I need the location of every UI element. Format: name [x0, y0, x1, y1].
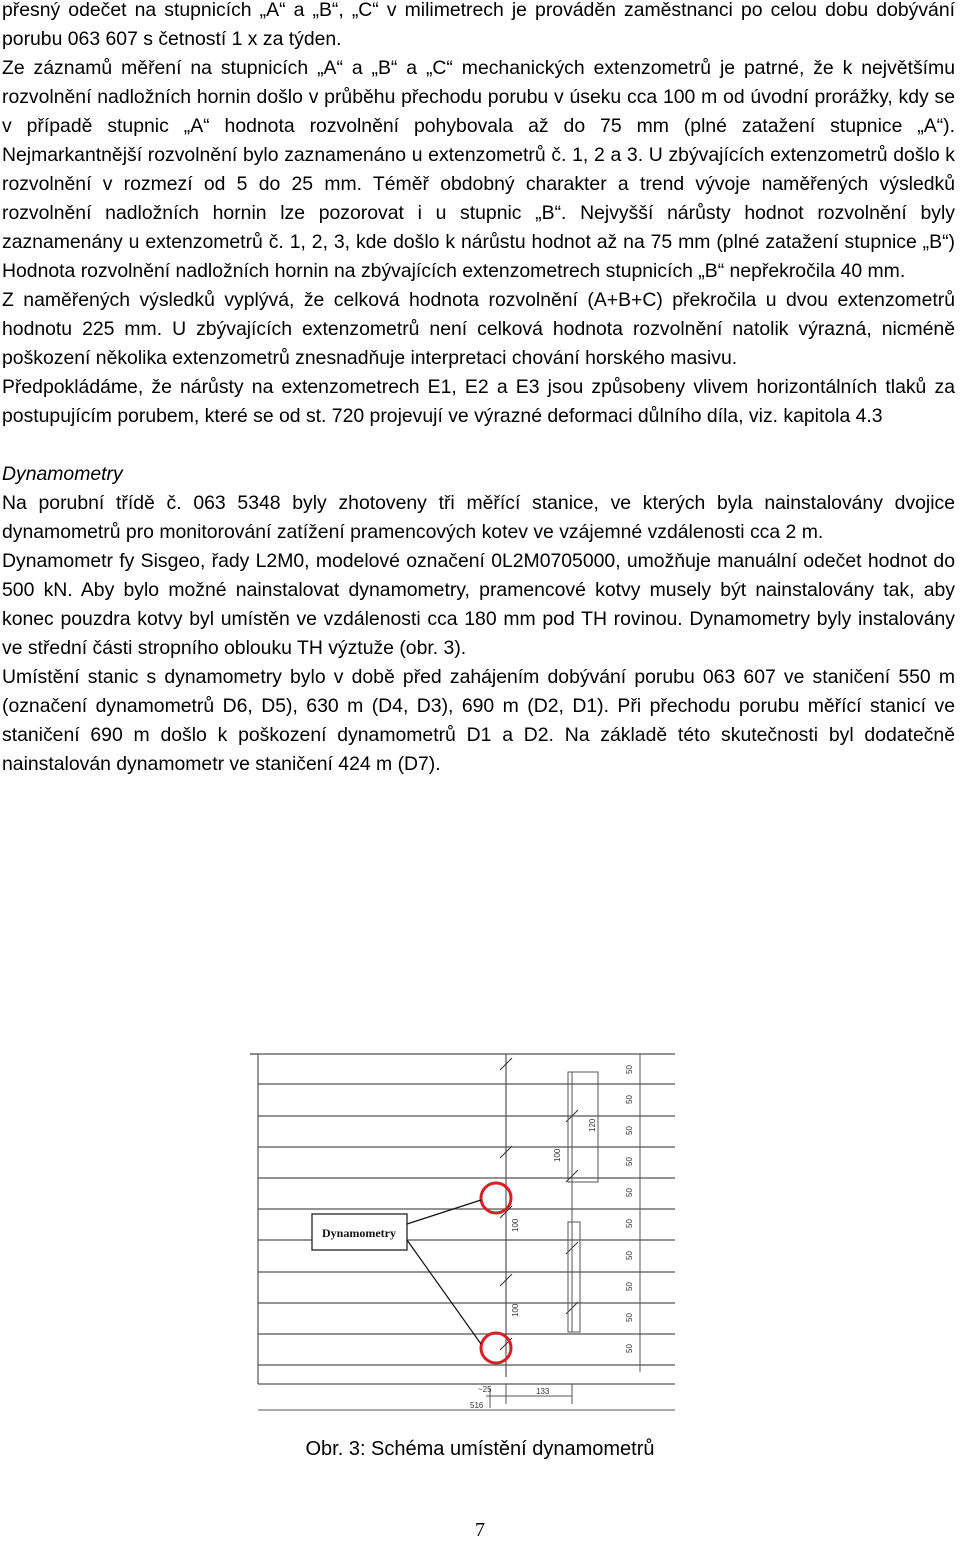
dim-right-8: 50 — [625, 1282, 634, 1291]
dim-100-c: 100 — [511, 1303, 520, 1317]
dim-25: ~25 — [478, 1385, 492, 1394]
paragraph-4: Předpokládáme, že nárůsty na extenzometrech E1, E2 a E3 jsou způsobeny vlivem horizontálních tlaků za postupujícím porubem, které se od st. 720 projevují ve výrazné deformaci důlního díla, viz. kapitola 4.3 — [2, 376, 955, 427]
dim-right-6: 50 — [625, 1219, 634, 1228]
paragraph-7: Umístění stanic s dynamometry bylo v době před zahájením dobývání porubu 063 607 ve staničení 550 m (označení dynamometrů D6, D5), 630 m (D4, D3), 690 m (D2, D1). Při přechodu porubu měřící stanicí ve staničení 690 m došlo k poškození dynamometrů D1 a D2. Na základě této skutečnosti byl dodatečně nainstalován dynamometr ve staničení 424 m (D7). — [2, 666, 955, 775]
section-heading: Dynamometry — [2, 463, 123, 485]
page-number: 7 — [475, 1519, 485, 1541]
dynamometer-schema-figure — [250, 1032, 675, 1420]
dim-516: 516 — [470, 1401, 484, 1410]
dim-right-1: 50 — [625, 1065, 634, 1074]
dim-right-5: 50 — [625, 1188, 634, 1197]
dim-right-2: 50 — [625, 1095, 634, 1104]
label-arrow-lower — [407, 1240, 481, 1344]
anchor-box-lower — [568, 1222, 580, 1332]
dim-right-7: 50 — [625, 1251, 634, 1260]
caption-text: Obr. 3: Schéma umístění dynamometrů — [305, 1438, 655, 1460]
dynamometry-label: Dynamometry — [322, 1226, 396, 1240]
label-arrow-upper — [407, 1200, 481, 1224]
body-text — [2, 0, 955, 779]
paragraph-1: přesný odečet na stupnicích „A“ a „B“, „C“ v milimetrech je prováděn zaměstnanci po celou dobu dobývání porubu 063 607 s četností 1 x za týden. — [2, 0, 955, 50]
dim-right-10: 50 — [625, 1344, 634, 1353]
dim-133: 133 — [536, 1387, 550, 1396]
dim-right-3: 50 — [625, 1126, 634, 1135]
figure-caption — [0, 1438, 960, 1461]
paragraph-3: Z naměřených výsledků vyplývá, že celková hodnota rozvolnění (A+B+C) překročila u dvou extenzometrů hodnotu 225 mm. U zbývajících extenzometrů není celková hodnota rozvolnění natolik výrazná, nicméně poškození několika extenzometrů znesnadňuje interpretaci chování horského masivu. — [2, 289, 955, 369]
dim-100-a: 100 — [553, 1148, 562, 1162]
dim-100-b: 100 — [511, 1218, 520, 1232]
paragraph-5: Na porubní třídě č. 063 5348 byly zhotoveny tři měřící stanice, ve kterých byla nainstalovány dvojice dynamometrů pro monitorování zatížení pramencových kotev ve vzájemné vzdálenosti cca 2 m. — [2, 492, 955, 543]
dim-right-4: 50 — [625, 1157, 634, 1166]
paragraph-6: Dynamometr fy Sisgeo, řady L2M0, modelové označení 0L2M0705000, umožňuje manuální odečet hodnot do 500 kN. Aby bylo možné nainstalovat dynamometry, pramencové kotvy musely být nainstalovány tak, aby konec pouzdra kotvy byl umístěn ve vzdálenosti cca 180 mm pod TH rovinou. Dynamometry byly instalovány ve střední části stropního oblouku TH výztuže (obr. 3). — [2, 550, 955, 659]
dim-120: 120 — [588, 1118, 597, 1132]
dim-right-9: 50 — [625, 1313, 634, 1322]
paragraph-2: Ze záznamů měření na stupnicích „A“ a „B“ a „C“ mechanických extenzometrů je patrné, že k největšímu rozvolnění nadložních hornin došlo v průběhu přechodu porubu v úseku cca 100 m od úvodní prorážky, kdy se v případě stupnic „A“ hodnota rozvolnění pohybovala až do 75 mm (plné zatažení stupnice „A“). Nejmarkantnější rozvolnění bylo zaznamenáno u extenzometrů č. 1, 2 a 3. U zbývajících extenzometrů došlo k rozvolnění v rozmezí od 5 do 25 mm. Téměř obdobný charakter a trend vývoje naměřených výsledků rozvolnění nadložních hornin lze pozorovat i u stupnic „B“. Nejvyšší nárůsty hodnot rozvolnění byly zaznamenány u extenzometrů č. 1, 2, 3, kde došlo k nárůstu hodnot až na 75 mm (plné zatažení stupnice „B“) Hodnota rozvolnění nadložních hornin na zbývajících extenzometrech stupnicích „B“ nepřekročila 40 mm. — [2, 57, 955, 282]
